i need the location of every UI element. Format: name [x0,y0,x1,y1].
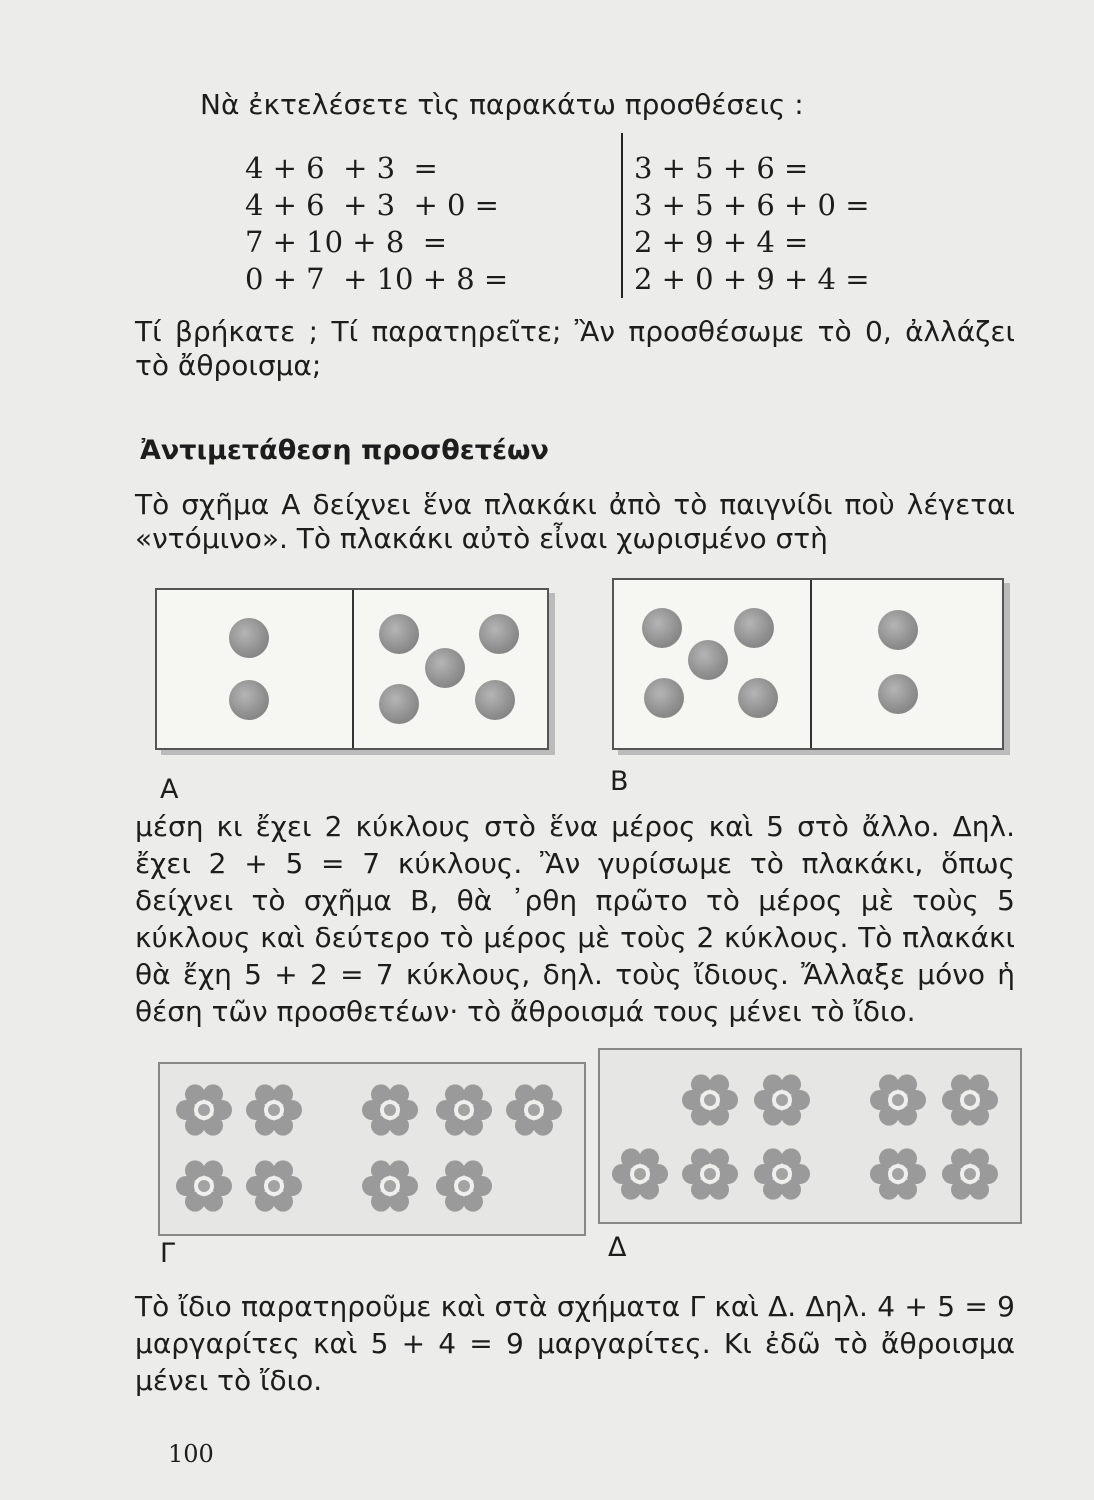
sum-line: 3 + 5 + 6 + 0 = [634,188,870,222]
daisy-flower [244,1156,304,1216]
daisy-center [268,1104,280,1116]
sums-right-column [634,150,870,298]
daisy-flower [504,1080,564,1140]
daisy-flower [434,1156,494,1216]
domino-intro-paragraph: Τὸ σχῆμα Α δείχνει ἕνα πλακάκι ἀπὸ τὸ παιγνίδι ποὺ λέγεται «ντόμινο». Τὸ πλακάκι αὐτὸ εἶναι χωρισμένο στὴ [135,488,1015,555]
daisy-flower [940,1070,1000,1130]
daisy-flower [680,1144,740,1204]
domino-explanation-paragraph: μέση κι ἔχει 2 κύκλους στὸ ἕνα μέρος καὶ 5 στὸ ἄλλο. Δηλ. ἔχει 2 + 5 = 7 κύκλους. Ἂν γυρίσωμε τὸ πλακάκι, ὅπως δείχνει τὸ σχῆμα Β, θὰ ᾿ρθη πρῶτο τὸ μέρος μὲ τοὺς 5 κύκλους καὶ δεύτερο τὸ μέρος μὲ τοὺς 2 κύκλους. Τὸ πλακάκι θὰ ἔχη 5 + 2 = 7 κύκλους, δηλ. τοὺς ἴδιους. Ἄλλαξε μόνο ἡ θέση τῶν προσθετέων· τὸ ἄθροισμά τους μένει τὸ ἴδιο. [135,810,1015,1028]
domino-divider [810,580,812,748]
daisy-center [704,1094,716,1106]
domino-figure-a [155,588,549,750]
domino-dot [479,614,519,654]
sum-line: 7 + 10 + 8 = [245,225,448,259]
domino-dot [475,680,515,720]
sum-line: 3 + 5 + 6 = [634,151,809,185]
daisy-flower [868,1144,928,1204]
figure-label-b: Β [610,766,629,797]
daisy-explanation-paragraph: Τὸ ἴδιο παρατηροῦμε καὶ στὰ σχήματα Γ καὶ Δ. Δηλ. 4 + 5 = 9 μαργαρίτες καὶ 5 + 4 = 9 μαργαρίτες. Κι ἐδῶ τὸ ἄθροισμα μένει τὸ ἴδιο. [135,1290,1015,1397]
domino-dot [425,648,465,688]
domino-dot [734,608,774,648]
figure-label-c: Γ [160,1238,176,1269]
daisy-center [892,1168,904,1180]
daisy-flower [680,1070,740,1130]
daisy-flower [752,1144,812,1204]
daisy-center [704,1168,716,1180]
daisy-flower [360,1156,420,1216]
daisy-center [776,1168,788,1180]
daisy-center [634,1168,646,1180]
daisy-center [528,1104,540,1116]
daisy-flower [174,1156,234,1216]
exercise-instruction: Νὰ ἐκτελέσετε τὶς παρακάτω προσθέσεις : [200,88,804,121]
daisy-flower [752,1070,812,1130]
sum-line: 0 + 7 + 10 + 8 = [245,262,509,296]
daisy-center [964,1094,976,1106]
daisy-flower [244,1080,304,1140]
daisy-figure-d [598,1048,1022,1224]
daisy-center [892,1094,904,1106]
domino-dot [878,674,918,714]
section-heading: Ἀντιμετάθεση προσθετέων [140,435,549,466]
domino-dot [379,684,419,724]
daisy-flower [610,1144,670,1204]
sums-left-column [245,150,508,298]
domino-dot [379,614,419,654]
domino-dot [642,608,682,648]
domino-dot [688,640,728,680]
daisy-flower [868,1070,928,1130]
sum-line: 2 + 9 + 4 = [634,225,809,259]
sum-line: 2 + 0 + 9 + 4 = [634,262,870,296]
sum-line: 4 + 6 + 3 + 0 = [245,188,499,222]
daisy-flower [940,1144,1000,1204]
domino-dot [738,678,778,718]
page-number: 100 [168,1440,214,1468]
column-divider [621,133,623,298]
domino-dot [229,618,269,658]
daisy-center [384,1180,396,1192]
daisy-center [198,1180,210,1192]
daisy-flower [174,1080,234,1140]
domino-divider [352,590,354,748]
domino-dot [878,610,918,650]
daisy-center [458,1180,470,1192]
daisy-flower [434,1080,494,1140]
daisy-flower [360,1080,420,1140]
daisy-center [776,1094,788,1106]
question-paragraph: Τί βρήκατε ; Τί παρατηρεῖτε; Ἂν προσθέσωμε τὸ 0, ἀλλάζει τὸ ἄθροισμα; [135,315,1015,382]
domino-dot [644,678,684,718]
daisy-center [458,1104,470,1116]
domino-figure-b [612,578,1004,750]
daisy-center [384,1104,396,1116]
figure-label-d: Δ [608,1232,627,1263]
daisy-center [268,1180,280,1192]
domino-dot [229,680,269,720]
daisy-center [964,1168,976,1180]
sum-line: 4 + 6 + 3 = [245,151,438,185]
figure-label-a: Α [160,774,179,805]
daisy-center [198,1104,210,1116]
daisy-figure-c [158,1062,586,1236]
